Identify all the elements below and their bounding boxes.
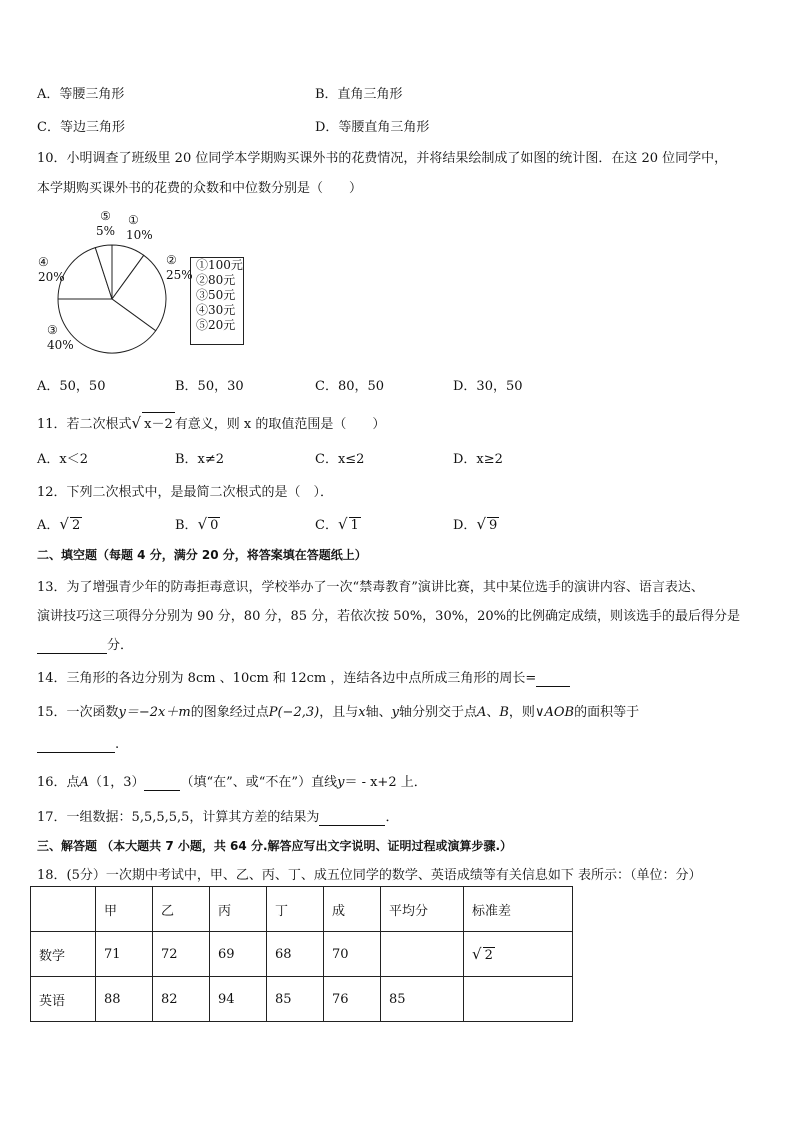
q13-line1: 13．为了增强青少年的防毒拒毒意识，学校举办了一次“禁毒教育”演讲比赛，其中某位选手的演讲内容、语言表达、 <box>37 580 704 595</box>
legend-item: ③50元 <box>196 288 236 302</box>
row-label: 英语 <box>31 977 96 1022</box>
q16-stem: 16．点A（1，3） （填“在”、或“不在”）直线y＝ - x+2 上． <box>37 775 427 790</box>
table-cell: 68 <box>267 932 324 977</box>
header-cell: 标准差 <box>464 887 573 932</box>
header-cell: 丙 <box>210 887 267 932</box>
section-3-heading: 三、解答题 （本大题共 7 小题，共 64 分.解答应写出文字说明、证明过程或演算步骤.） <box>37 839 513 853</box>
legend-item: ⑤20元 <box>196 318 236 332</box>
row-label: 数学 <box>31 932 96 977</box>
chart-legend <box>190 257 244 345</box>
slice-label-3: ③ 40% <box>47 323 74 352</box>
q9-option-d: D．等腰直角三角形 <box>315 120 430 135</box>
table-row <box>31 932 573 977</box>
q11-option-a: A．x＜2 <box>37 452 88 467</box>
q10-stem-line1: 10．小明调查了班级里 20 位同学本学期购买课外书的花费情况，并将结果绘制成了如图的统计图．在这 20 位同学中， <box>37 151 728 166</box>
legend-item: ①100元 <box>196 258 243 272</box>
table-cell: 94 <box>210 977 267 1022</box>
slice-label-1: ① 10% <box>126 213 153 242</box>
header-cell: 乙 <box>153 887 210 932</box>
table-cell: 69 <box>210 932 267 977</box>
q9-option-a: A．等腰三角形 <box>37 87 125 102</box>
q10-stem-line2: 本学期购买课外书的花费的众数和中位数分别是（ ） <box>37 181 363 196</box>
q10-option-b: B．50，30 <box>175 379 244 394</box>
table-cell: 72 <box>153 932 210 977</box>
std-dev-cell: √ 2 <box>464 932 573 977</box>
q9-option-b: B．直角三角形 <box>315 87 403 102</box>
table-cell: 70 <box>324 932 381 977</box>
table-header-row <box>31 887 573 932</box>
header-cell <box>31 887 96 932</box>
q12-stem: 12．下列二次根式中，是最简二次根式的是（ ）． <box>37 485 334 500</box>
header-cell: 甲 <box>96 887 153 932</box>
table-cell <box>464 977 573 1022</box>
q12-option-c: C．√ 1 <box>315 515 359 533</box>
table-cell: 82 <box>153 977 210 1022</box>
q18-stem: 18．(5分）一次期中考试中，甲、乙、丙、丁、成五位同学的数学、英语成绩等有关信息如下 表所示：（单位：分） <box>37 868 702 883</box>
q11-option-b: B．x≠2 <box>175 452 225 467</box>
q12-option-b: B．√ 0 <box>175 515 219 533</box>
q10-option-d: D．30，50 <box>453 379 523 394</box>
header-cell: 丁 <box>267 887 324 932</box>
slice-label-4: ④ 20% <box>38 255 65 284</box>
table-cell: 76 <box>324 977 381 1022</box>
table-cell: 85 <box>381 977 464 1022</box>
q15-stem: 15．一次函数y＝−2x＋m的图象经过点P(−2,3)，且与x轴、y轴分别交于点A、B，则∨AOB的面积等于 <box>37 705 640 720</box>
legend-item: ②80元 <box>196 273 236 287</box>
q11-radicand: x－2 <box>142 412 175 432</box>
q10-option-a: A．50，50 <box>37 379 106 394</box>
q12-option-a: A．√ 2 <box>37 515 81 533</box>
slice-label-5: ⑤ 5% <box>96 209 116 238</box>
q9-option-c: C．等边三角形 <box>37 120 125 135</box>
slice-label-2: ② 25% <box>166 253 193 282</box>
table-row <box>31 977 573 1022</box>
q11-stem: 11．若二次根式√ x－2 有意义，则 x 的取值范围是（ ） <box>37 414 386 432</box>
q12-option-d: D．√ 9 <box>453 515 498 533</box>
legend-item: ④30元 <box>196 303 236 317</box>
q13-line2: 演讲技巧这三项得分分别为 90 分，80 分，85 分，若依次按 50%，30%，20%的比例确定成绩，则该选手的最后得分是 <box>37 609 740 624</box>
q10-option-c: C．80，50 <box>315 379 385 394</box>
q17-stem: 17．一组数据：5,5,5,5,5，计算其方差的结果为 ． <box>37 810 399 825</box>
header-cell: 平均分 <box>381 887 464 932</box>
table-cell: 88 <box>96 977 153 1022</box>
q15-answer-line: . <box>37 737 119 753</box>
header-cell: 成 <box>324 887 381 932</box>
table-cell: 85 <box>267 977 324 1022</box>
q11-option-d: D．x≥2 <box>453 452 503 467</box>
score-table <box>30 886 573 1022</box>
table-cell <box>381 932 464 977</box>
q11-option-c: C．x≤2 <box>315 452 365 467</box>
q14-stem: 14．三角形的各边分别为 8cm 、10cm 和 12cm ，连结各边中点所成三角形的周长= <box>37 667 570 687</box>
q13-line3: 分． <box>37 634 133 654</box>
section-2-heading: 二、填空题（每题 4 分，满分 20 分，将答案填在答题纸上） <box>37 548 367 562</box>
table-cell: 71 <box>96 932 153 977</box>
